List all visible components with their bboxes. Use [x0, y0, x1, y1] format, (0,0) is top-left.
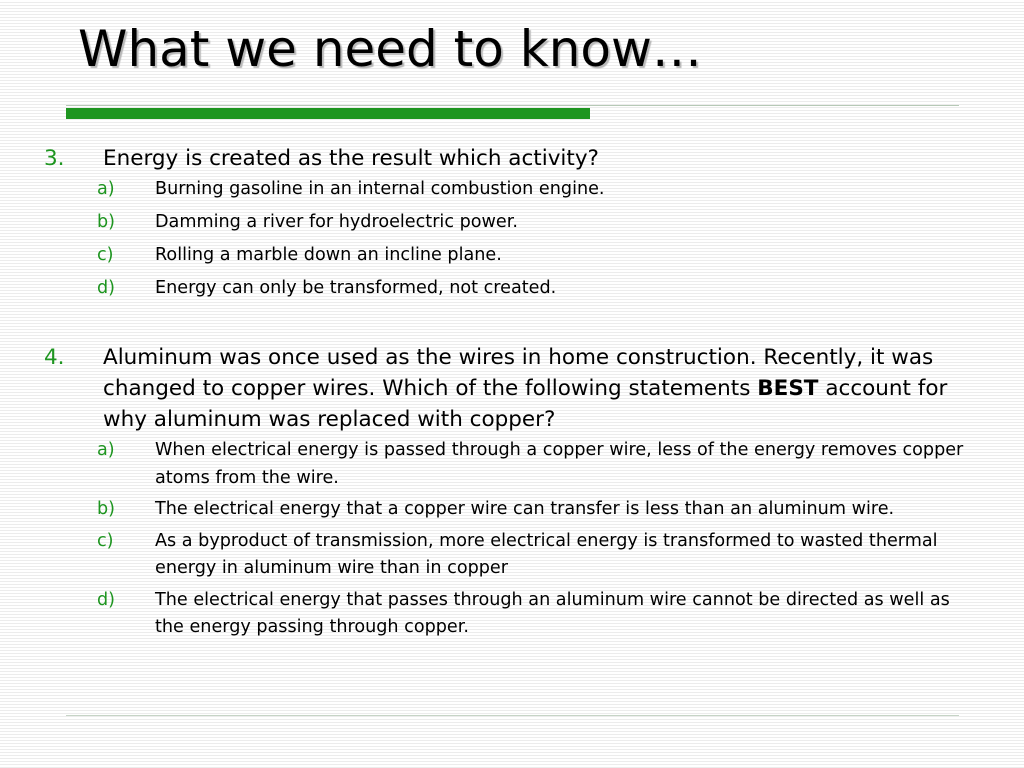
- answer-letter: b): [97, 499, 116, 519]
- answer-text: Burning gasoline in an internal combustion engine.: [155, 179, 605, 199]
- slide-title: What we need to know…: [78, 20, 702, 78]
- question-row: [44, 342, 984, 435]
- title-divider-bar: [66, 108, 590, 119]
- answer-text: Rolling a marble down an incline plane.: [155, 245, 502, 265]
- question-text-end: account for why aluminum was replaced with copper?: [103, 376, 948, 432]
- answer-option-c: [97, 528, 984, 583]
- answer-letter: d): [97, 589, 116, 610]
- answer-text: Energy can only be transformed, not created.: [155, 278, 557, 298]
- answer-option-a: [97, 176, 984, 203]
- answer-text: Damming a river for hydroelectric power.: [155, 212, 518, 232]
- answer-option-d: [97, 275, 984, 302]
- answer-option-c: [97, 242, 984, 269]
- answer-letter: a): [97, 440, 115, 460]
- footer-divider: [66, 715, 959, 716]
- answer-text: The electrical energy that a copper wire can transfer is less than an aluminum wire.: [155, 499, 895, 519]
- question-text: [103, 342, 984, 435]
- question-4: [44, 342, 984, 646]
- answer-letter: a): [97, 179, 115, 199]
- answer-text: As a byproduct of transmission, more electrical energy is transformed to wasted thermal energy in aluminum wire than in copper: [155, 530, 938, 578]
- answer-option-b: [97, 496, 984, 524]
- answer-text: When electrical energy is passed through a copper wire, less of the energy removes copper atoms from the wire.: [155, 440, 964, 488]
- question-number: 3.: [44, 146, 65, 171]
- answer-text: The electrical energy that passes through an aluminum wire cannot be directed as well as the energy passing through copper.: [155, 589, 950, 637]
- answer-letter: c): [97, 530, 114, 551]
- answer-letter: c): [97, 245, 114, 265]
- title-divider-thin: [66, 105, 959, 106]
- answer-letter: b): [97, 212, 116, 232]
- question-row: [44, 143, 984, 174]
- question-number: 4.: [44, 345, 65, 370]
- answer-letter: d): [97, 278, 116, 298]
- answer-option-b: [97, 209, 984, 236]
- answer-option-a: [97, 437, 984, 492]
- question-text: Energy is created as the result which activity?: [103, 146, 599, 171]
- question-emphasis: BEST: [757, 376, 819, 401]
- question-text-start: Aluminum was once used as the wires in home construction. Recently, it was changed to copper wires. Which of the following statements: [103, 345, 934, 401]
- question-3: [44, 143, 984, 308]
- answer-option-d: [97, 587, 984, 642]
